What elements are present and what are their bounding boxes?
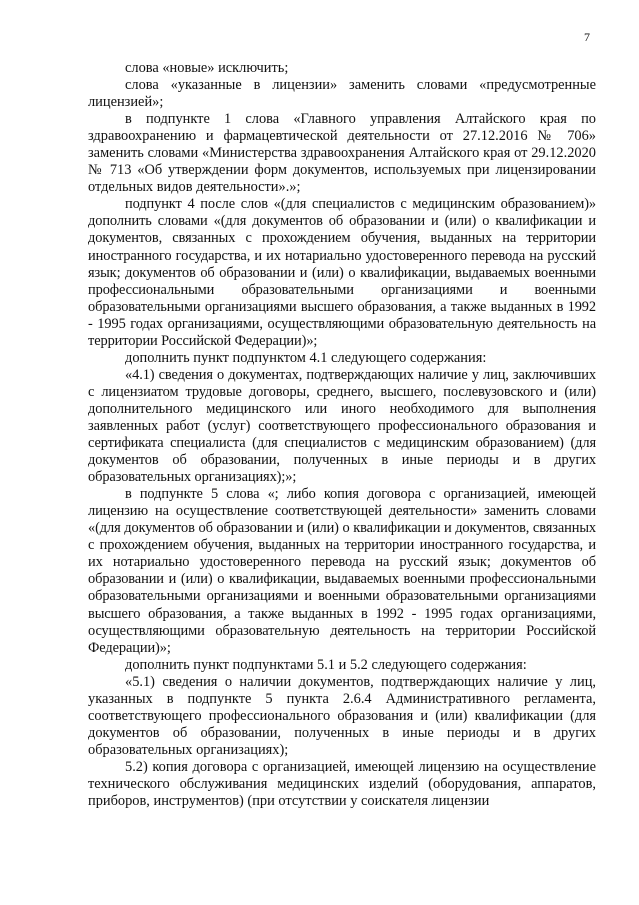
paragraph: «5.1) сведения о наличии документов, подтверждающих наличие у лиц, указанных в подпункте 5 пункта 2.6.4 Административного регламента, соответствующего профессионального образования и (или) квалификации (для документов об образовании, полученных в иные периоды и в других образовательных организациях); [88, 673, 596, 758]
paragraph: подпункт 4 после слов «(для специалистов с медицинским образованием)» дополнить словами «(для документов об образовании и (или) о квалификации и документов, связанных с прохождением обучения, выданных на территории иностранного государства, и их нотариально удостоверенного перевода на русский язык; документов об образовании и (или) о квалификации, выдаваемых военными профессиональными образовательными организациями и военными образовательными организациями высшего образования, а также выданных в 1992 - 1995 годах организациями, осуществляющими образовательную деятельность на территории Российской Федерации)»; [88, 196, 596, 349]
paragraph: в подпункте 5 слова «; либо копия договора с организацией, имеющей лицензию на осуществление соответствующей деятельности» заменить словами «(для документов об образовании и (или) о квалификации и документов, связанных с прохождением обучения, выданных на территории иностранного государства, и их нотариально удостоверенного перевода на русский язык; документов об образовании и (или) о квалификации, выдаваемых военными профессиональными образовательными организациями и военными образовательными организациями высшего образования, а также выданных в 1992 - 1995 годах организациями, осуществляющими образовательную деятельность на территории Российской Федерации)»; [88, 486, 596, 656]
paragraph: «4.1) сведения о документах, подтверждающих наличие у лиц, заключивших с лицензиатом трудовые договоры, среднего, высшего, послевузовского и (или) дополнительного медицинского или иного необходимого для выполнения заявленных работ (услуг) соответствующего профессионального образования и сертификата специалиста (для специалистов с медицинским образованием) (для документов об образовании, полученных в иные периоды и в других образовательных организациях);»; [88, 366, 596, 486]
paragraph: слова «новые» исключить; [125, 60, 289, 76]
paragraph: дополнить пункт подпунктом 4.1 следующего содержания: [125, 349, 487, 366]
paragraph: дополнить пункт подпунктами 5.1 и 5.2 следующего содержания: [125, 656, 527, 673]
document-body [88, 60, 596, 810]
paragraph: слова «указанные в лицензии» заменить словами «предусмотренные лицензией»; [88, 77, 596, 111]
page-number: 7 [584, 30, 590, 44]
paragraph: 5.2) копия договора с организацией, имеющей лицензию на осуществление технического обслуживания медицинских изделий (оборудования, аппаратов, приборов, инструментов) (при отсутствии у соискателя лицензии [88, 758, 596, 810]
paragraph: в подпункте 1 слова «Главного управления Алтайского края по здравоохранению и фармацевтической деятельности от 27.12.2016 № 706» заменить словами «Министерства здравоохранения Алтайского края от 29.12.2020 № 713 «Об утверждении форм документов, используемых при лицензировании отдельных видов деятельности».»; [88, 111, 596, 196]
